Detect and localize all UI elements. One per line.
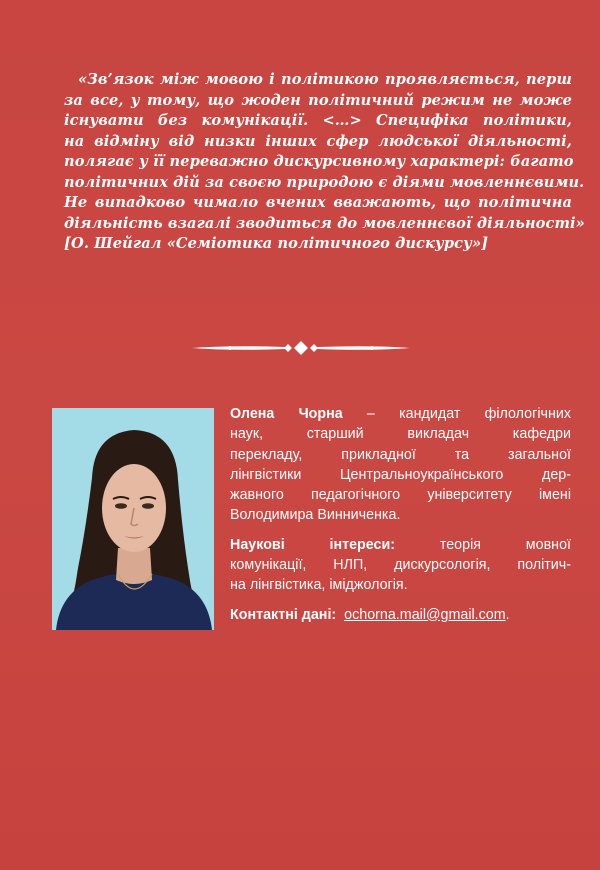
contact-info — [230, 605, 571, 625]
interests-line: на лінгвістика, іміджологія. — [230, 577, 408, 594]
epigraph-quote — [64, 70, 585, 255]
author-name: Олена Чорна — [230, 406, 343, 422]
quote-line: на відміну від низки інших сфер людської діяльності, — [64, 132, 572, 150]
author-photo — [52, 408, 214, 630]
ornament-divider-icon — [190, 338, 412, 358]
quote-line: за все, у тому, що жоден політичний режим не може — [64, 91, 572, 109]
quote-line: «Зв’язок між мовою і політикою проявляється, перш — [78, 71, 572, 88]
bio-line: лінгвістики Центральноукраїнського дер- — [230, 466, 571, 483]
bio-line: перекладу, прикладної та загальної — [230, 446, 571, 463]
quote-line: діяльність взагалі зводиться до мовленнєвої діяльності» — [64, 214, 585, 232]
bio-line: жавного педагогічного університету імені — [230, 487, 571, 504]
interests-line: Наукові інтереси: теорія мовної — [230, 536, 571, 553]
author-portrait — [52, 408, 214, 630]
bio-line: наук, старший викладач кафедри — [230, 426, 571, 443]
author-bio — [230, 404, 571, 634]
quote-line: існувати без комунікації. <…> Специфіка політики, — [64, 112, 572, 129]
interests-label: Наукові інтереси: — [230, 536, 396, 553]
interests-line: комунікації, НЛП, дискурсологія, політич- — [230, 557, 571, 574]
quote-line: полягає у її переважно дискурсивному характері: багато — [64, 153, 574, 170]
bio-line: Володимира Винниченка. — [230, 507, 401, 524]
quote-line: Не випадково чимало вчених вважають, що політична — [64, 194, 572, 211]
email-link[interactable]: ochorna.mail@gmail.com — [344, 606, 506, 623]
quote-line: політичних дій за своєю природою є діями мовленнєвими. — [64, 173, 585, 191]
author-description — [230, 404, 571, 526]
research-interests — [230, 535, 571, 596]
contacts-label: Контактні дані: — [230, 606, 337, 623]
quote-source: [О. Шейгал «Семіотика політичного дискурсу»] — [64, 235, 489, 252]
bio-line: Олена Чорна – кандидат філологічних — [230, 406, 572, 422]
contact-line: Контактні дані: ochorna.mail@gmail.com. — [230, 606, 510, 623]
